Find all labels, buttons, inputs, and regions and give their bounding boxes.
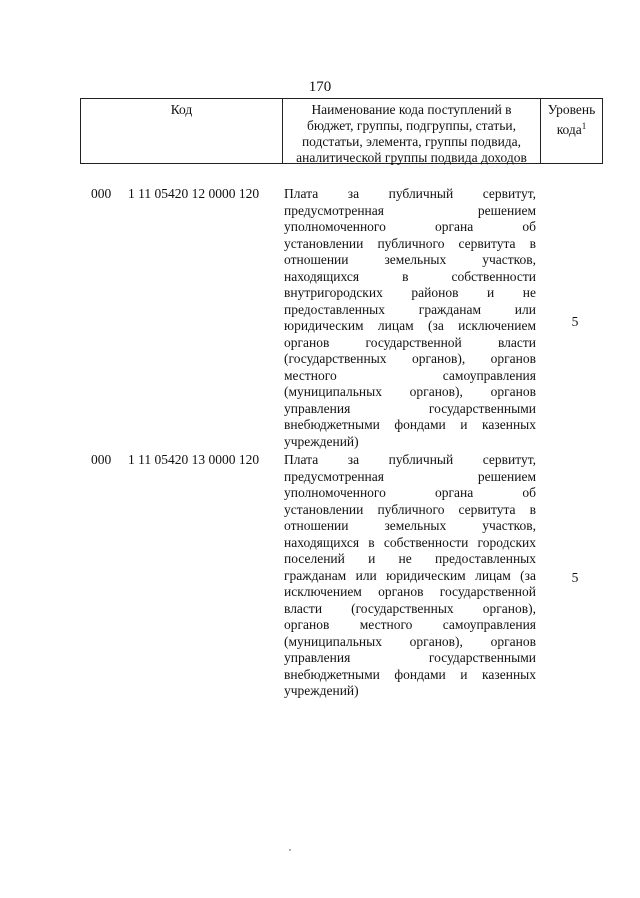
description-line: установлении публичного сервитута в [284,501,536,517]
description-line: находящихся в собственности городских [284,534,536,550]
description-line: отношении земельных участков, [284,252,536,267]
description-line: управления государственными [284,650,536,665]
description-line: уполномоченного органа об [284,485,536,500]
header-name-line: аналитической группы подвида доходов [296,150,527,165]
header-level-word: кода [556,122,582,137]
description-line: (муниципальных органов), органов [284,384,536,399]
description-line: (муниципальных органов), органов [284,633,536,649]
description-line: (государственных органов), органов [284,351,536,366]
header-name-cell [282,98,540,164]
description-line: Плата за публичный сервитут, [284,452,536,467]
description-line: установлении публичного сервитута в [284,235,536,251]
description-line: предусмотренная решением [284,468,536,484]
description-line: поселений и не предоставленных [284,551,536,566]
description-line: местного самоуправления [284,367,536,383]
description-line: внутригородских районов и не [284,285,536,300]
description-line: уполномоченного органа об [284,219,536,234]
row-1-description [284,186,536,450]
header-name-line: бюджет, группы, подгруппы, статьи, [307,118,516,133]
description-line: отношении земельных участков, [284,518,536,533]
description-line: управления государственными [284,400,536,416]
header-name-line: Наименование кода поступлений в [311,102,512,117]
row-1-code: 1 11 05420 12 0000 120 [128,186,260,201]
description-line: предоставленных гражданам или [284,301,536,317]
description-line: Плата за публичный сервитут, [284,186,536,201]
description-line: предусмотренная решением [284,202,536,218]
page-number: 170 [308,79,332,95]
description-line: внебюджетными фондами и казенных [284,666,536,682]
header-name-line: подстатьи, элемента, группы подвида, [301,134,522,149]
description-line: гражданам или юридическим лицам (за [284,567,536,583]
description-line: находящихся в собственности [284,268,536,284]
header-level-line [541,118,602,138]
header-code-label: Код [170,102,193,117]
footnote-marker: 1 [581,121,587,131]
description-line: власти (государственных органов), [284,600,536,616]
row-1-prefix: 000 [91,186,112,201]
header-code-cell [80,98,282,164]
description-line: учреждений) [284,683,359,698]
description-line: внебюджетными фондами и казенных [284,417,536,432]
description-line: органов государственной власти [284,334,536,350]
row-2-prefix: 000 [91,452,112,467]
header-level-cell [540,98,603,164]
row-2-description [284,452,536,700]
row-1-level: 5 [571,314,579,329]
description-line: учреждений) [284,433,359,449]
row-2-code: 1 11 05420 13 0000 120 [128,452,260,467]
description-line: исключением органов государственной [284,584,536,599]
header-level-line: Уровень [547,102,596,117]
row-2-level: 5 [571,570,579,585]
description-line: юридическим лицам (за исключением [284,318,536,333]
scan-speck [289,849,291,851]
description-line: органов местного самоуправления [284,617,536,632]
